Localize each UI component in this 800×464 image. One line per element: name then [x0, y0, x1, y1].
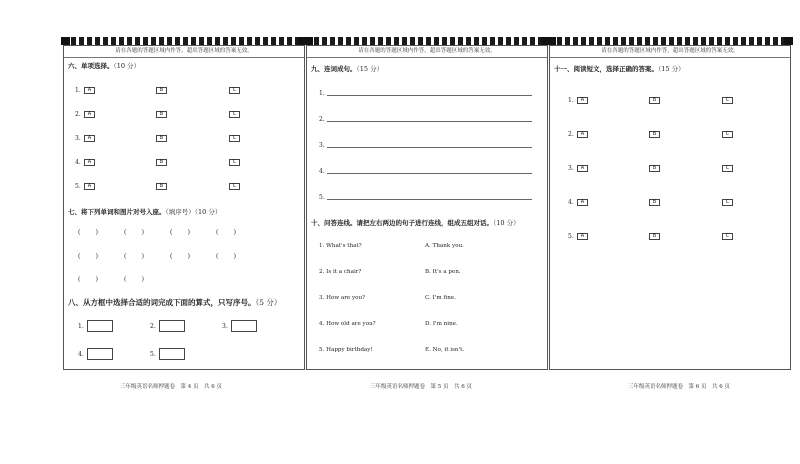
section-6-title: 六、单项选择。（10 分） — [68, 62, 141, 70]
tear-strip — [63, 37, 305, 45]
section-9-title: 九、连词成句。（15 分） — [311, 65, 384, 73]
section-11-title: 十一、阅读短文，选择正确的答案。（15 分） — [554, 65, 685, 73]
answer-sentence[interactable]: C. I'm fine. — [425, 295, 456, 301]
corner-marker — [304, 37, 313, 45]
page-footer-5: 三年级英语名师押题卷 第 5 页 共 6 页 — [370, 384, 472, 390]
option-a-box[interactable]: A — [84, 159, 95, 166]
page-footer-6: 三年级英语名师押题卷 第 6 页 共 6 页 — [628, 384, 730, 390]
tear-strip — [549, 37, 791, 45]
option-c-box[interactable]: C — [229, 111, 240, 118]
answer-input-box[interactable] — [231, 320, 257, 332]
option-b-box[interactable]: B — [156, 111, 167, 118]
question-sentence[interactable]: 2. Is it a chair? — [319, 269, 362, 275]
answer-blank[interactable]: ( ) — [170, 229, 190, 236]
answer-blank[interactable]: ( ) — [216, 229, 236, 236]
option-b-box[interactable]: B — [156, 135, 167, 142]
option-a-box[interactable]: A — [577, 165, 588, 172]
answer-sheet-page-5 — [306, 37, 548, 370]
answer-input-box[interactable] — [87, 320, 113, 332]
option-b-box[interactable]: B — [156, 87, 167, 94]
answer-input-box[interactable] — [159, 320, 185, 332]
answer-line[interactable] — [327, 199, 532, 200]
option-a-box[interactable]: A — [577, 199, 588, 206]
answer-sentence[interactable]: B. It's a pen. — [425, 269, 461, 275]
option-c-box[interactable]: C — [229, 159, 240, 166]
option-c-box[interactable]: C — [722, 233, 733, 240]
option-c-box[interactable]: C — [229, 183, 240, 190]
answer-sheet-page-6 — [549, 37, 791, 370]
option-a-box[interactable]: A — [577, 233, 588, 240]
page-footer-4: 三年级英语名师押题卷 第 4 页 共 6 页 — [120, 384, 222, 390]
option-c-box[interactable]: C — [722, 97, 733, 104]
option-b-box[interactable]: B — [649, 97, 660, 104]
answer-sentence[interactable]: D. I'm nine. — [425, 321, 458, 327]
answer-blank[interactable]: ( ) — [124, 253, 144, 260]
answer-blank[interactable]: ( ) — [216, 253, 236, 260]
answer-blank[interactable]: ( ) — [124, 229, 144, 236]
option-a-box[interactable]: A — [84, 183, 95, 190]
option-a-box[interactable]: A — [84, 111, 95, 118]
option-b-box[interactable]: B — [156, 183, 167, 190]
answer-line[interactable] — [327, 121, 532, 122]
option-b-box[interactable]: B — [649, 199, 660, 206]
answer-input-box[interactable] — [159, 348, 185, 360]
notice-text: 请在各题的答题区域内作答，超出答题区域的答案无效。 — [64, 46, 304, 58]
corner-marker — [784, 37, 793, 45]
answer-frame: 请在各题的答题区域内作答，超出答题区域的答案无效。 十一、阅读短文，选择正确的答案。（15 分） 1. A B C 2. A B C 3. A B C 4. A B C 5. A B C — [549, 45, 791, 370]
option-c-box[interactable]: C — [229, 87, 240, 94]
notice-text: 请在各题的答题区域内作答，超出答题区域的答案无效。 — [307, 46, 547, 58]
option-a-box[interactable]: A — [84, 135, 95, 142]
answer-sheet-page-4 — [63, 37, 305, 370]
answer-sentence[interactable]: E. No, it isn't. — [425, 347, 465, 353]
question-sentence[interactable]: 3. How are you? — [319, 295, 366, 301]
option-c-box[interactable]: C — [722, 199, 733, 206]
section-10-title: 十、问答连线。请把左右两边的句子进行连线，组成五组对话。（10 分） — [311, 219, 520, 227]
answer-blank[interactable]: ( ) — [124, 276, 144, 283]
answer-frame: 请在各题的答题区域内作答，超出答题区域的答案无效。 九、连词成句。（15 分） 1. 2. 3. 4. 5. 十、问答连线。请把左右两边的句子进行连线，组成五组对话。（10 分） 1. What's that? A. Thank you. 2. Is it a chair? B. It's a pen. 3. How are you? C. I'm fine. 4. How old are you? D. I'm nine. 5. Happy birthday! E. No, it isn't. — [306, 45, 548, 370]
option-a-box[interactable]: A — [577, 131, 588, 138]
answer-blank[interactable]: ( ) — [170, 253, 190, 260]
option-c-box[interactable]: C — [722, 131, 733, 138]
option-b-box[interactable]: B — [649, 165, 660, 172]
tear-strip — [306, 37, 548, 45]
section-8-title: 八、从方框中选择合适的词完成下面的算式，只写序号。（5 分） — [68, 298, 282, 307]
answer-blank[interactable]: ( ) — [78, 253, 98, 260]
notice-text: 请在各题的答题区域内作答，超出答题区域的答案无效。 — [550, 46, 790, 58]
option-b-box[interactable]: B — [649, 233, 660, 240]
option-b-box[interactable]: B — [156, 159, 167, 166]
corner-marker — [547, 37, 556, 45]
answer-sentence[interactable]: A. Thank you. — [425, 243, 464, 249]
answer-input-box[interactable] — [87, 348, 113, 360]
answer-line[interactable] — [327, 173, 532, 174]
option-c-box[interactable]: C — [229, 135, 240, 142]
option-c-box[interactable]: C — [722, 165, 733, 172]
question-sentence[interactable]: 1. What's that? — [319, 243, 362, 249]
section-7-title: 七、将下列单词和图片对号入座。（填序号）（10 分） — [68, 208, 222, 216]
option-b-box[interactable]: B — [649, 131, 660, 138]
option-a-box[interactable]: A — [84, 87, 95, 94]
question-sentence[interactable]: 5. Happy birthday! — [319, 347, 373, 353]
answer-blank[interactable]: ( ) — [78, 276, 98, 283]
answer-line[interactable] — [327, 147, 532, 148]
option-a-box[interactable]: A — [577, 97, 588, 104]
corner-marker — [61, 37, 70, 45]
answer-line[interactable] — [327, 95, 532, 96]
question-sentence[interactable]: 4. How old are you? — [319, 321, 376, 327]
answer-frame: 请在各题的答题区域内作答，超出答题区域的答案无效。 六、单项选择。（10 分） 1. A B C 2. A B C 3. A B C 4. A B C 5. A B C 七、将下列单词和图片对号入座。（填序号）（10 分） ( ) ( ) ( ) ( ) ( ) ( ) ( ) ( ) ( ) ( ) 八、从方框中选择合适的词完成下面的算式，只写序号。（5 分） 1. 2. 3. 4. 5. — [63, 45, 305, 370]
answer-blank[interactable]: ( ) — [78, 229, 98, 236]
